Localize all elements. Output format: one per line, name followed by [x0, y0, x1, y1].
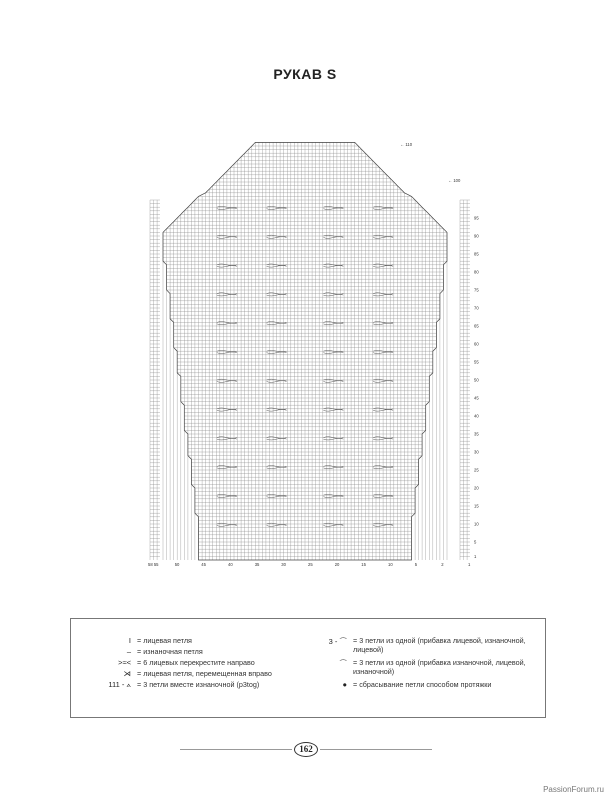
row-number: 40: [474, 413, 479, 419]
column-number: 10: [388, 562, 393, 567]
column-number: 58 55: [148, 562, 159, 567]
row-number: 55: [474, 359, 479, 365]
legend-box: [70, 618, 546, 718]
page-rule-left: [180, 749, 292, 750]
row-number: 50: [474, 377, 479, 383]
column-number: 20: [334, 562, 340, 567]
increase-pkp-icon: ⌒: [339, 659, 347, 668]
watermark: PassionForum.ru: [543, 785, 604, 794]
column-number: 15: [361, 562, 366, 567]
purl-stitch-icon: –: [126, 647, 131, 656]
column-number: 2: [441, 562, 444, 567]
page-number: 162: [294, 742, 318, 757]
row-number: 30: [474, 449, 479, 455]
column-number: 25: [308, 562, 313, 567]
legend-purl: = изнаночная петля: [137, 647, 203, 656]
legend-cable: = 6 лицевых перекрестите направо: [137, 658, 255, 667]
row-number: 10: [474, 521, 479, 527]
column-number: 50: [174, 562, 180, 567]
moved-knit-icon: ⋊: [123, 669, 131, 678]
drop-stitch-icon: ●: [342, 680, 347, 689]
row-number: 75: [474, 287, 479, 293]
column-number: 5: [414, 562, 418, 567]
column-number: 45: [201, 562, 206, 567]
chart-grid: [150, 142, 470, 560]
legend-drop-stitch: = сбрасывание петли способом протяжки: [353, 680, 492, 689]
increase-kpk-icon: 3 - ⌒: [328, 637, 347, 646]
page-title: РУКАВ S: [273, 66, 337, 82]
grid-lines: [163, 142, 447, 560]
column-number: 30: [281, 562, 286, 567]
cable-right-icon: >≈<: [118, 658, 131, 667]
legend-increase-kpk: = 3 петли из одной (прибавка лицевой, изнаночной, лицевой): [353, 636, 526, 654]
legend-increase-pkp: = 3 петли из одной (прибавка изнаночной, лицевой, изнаночной): [353, 658, 526, 676]
column-number: 35: [254, 562, 260, 567]
row-number: 35: [474, 431, 479, 437]
legend-p3tog: = 3 петли вместе изнаночной (p3tog): [137, 680, 260, 689]
page-rule-right: [320, 749, 432, 750]
row-number: 60: [474, 341, 479, 347]
knit-stitch-icon: I: [128, 636, 131, 645]
row-number: 65: [474, 323, 479, 329]
top-row-mark: ← 100: [448, 178, 461, 183]
row-number: 80: [474, 269, 479, 275]
row-number: 95: [474, 215, 479, 221]
row-number: 85: [474, 251, 479, 257]
chart-labels: [148, 142, 479, 567]
row-number: 70: [474, 305, 479, 311]
legend-knit: = лицевая петля: [137, 636, 192, 645]
legend-moved-knit: = лицевая петля, перемещенная вправо: [137, 669, 272, 678]
row-number: 1: [474, 553, 477, 559]
row-number: 20: [474, 485, 479, 491]
top-row-mark: ← 110: [400, 142, 413, 147]
column-number: 1: [468, 562, 471, 567]
row-number: 90: [474, 233, 479, 239]
row-number: 15: [474, 503, 479, 509]
row-number: 5: [474, 539, 477, 545]
row-number: 25: [474, 467, 479, 473]
p3tog-icon: 111 - ⟑: [108, 680, 131, 689]
column-number: 40: [228, 562, 233, 567]
row-number: 45: [474, 395, 479, 401]
